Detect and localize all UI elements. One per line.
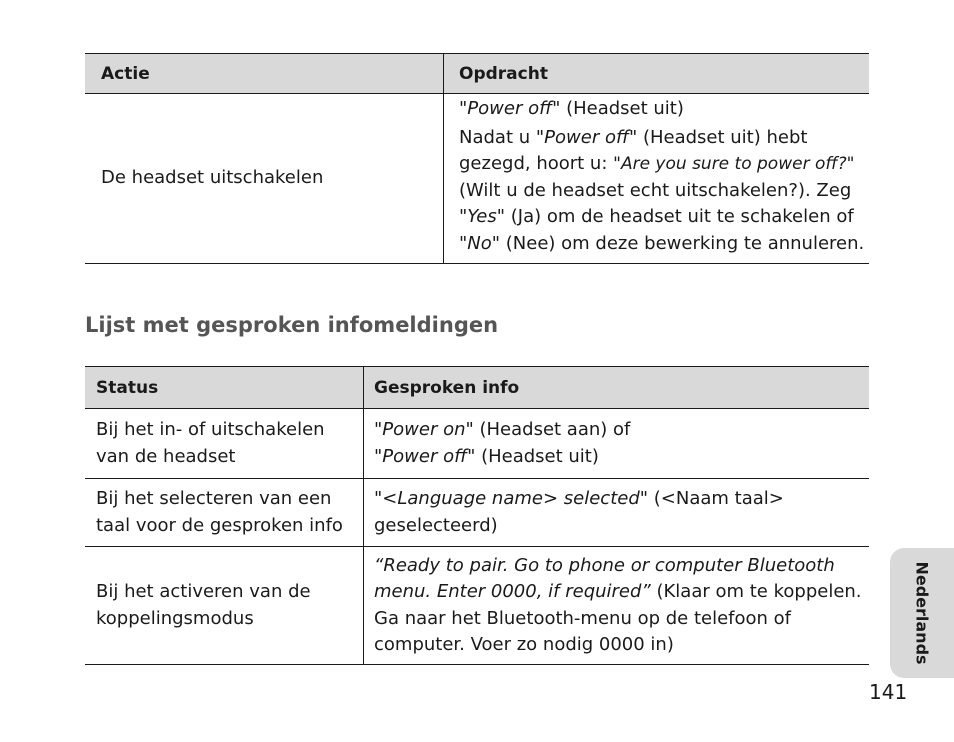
language-tab bbox=[890, 548, 954, 678]
voice-command: "Power off" bbox=[535, 126, 638, 148]
action-cell: De headset uitschakelen bbox=[85, 94, 444, 264]
prompt-translation: (<Naam taal> geselecteerd) bbox=[374, 488, 784, 536]
status-cell: Bij het in- of uitschakelen van de headset bbox=[85, 409, 364, 479]
command-line bbox=[459, 96, 865, 123]
voice-info-line bbox=[374, 444, 869, 471]
status-cell: Bij het activeren van de koppelingsmodus bbox=[85, 547, 364, 665]
voice-info-cell bbox=[364, 409, 870, 479]
text-fragment: Nadat u bbox=[459, 126, 536, 148]
language-tab-label: Nederlands bbox=[912, 561, 932, 665]
status-cell: Bij het selecteren van een taal voor de gesproken info bbox=[85, 479, 364, 547]
text-fragment: (Headset uit) hebt gezegd, hoort u: bbox=[459, 126, 808, 174]
voice-prompt: "<Language name> selected" bbox=[374, 488, 649, 509]
column-header-status: Status bbox=[85, 367, 364, 409]
text-fragment: (Ja) om de headset uit te schakelen of bbox=[505, 206, 854, 227]
table-header-row bbox=[85, 367, 869, 409]
table-row bbox=[85, 409, 869, 479]
column-header-voice-info: Gesproken info bbox=[364, 367, 870, 409]
prompt-translation: (Klaar om te koppelen. Ga naar het Bluetooth-menu op de telefoon of computer. Voer zo nodig 0000 in) bbox=[374, 581, 862, 655]
text-fragment: (Wilt u de headset echt uitschakelen?). Zeg bbox=[459, 179, 852, 201]
command-table bbox=[85, 53, 869, 264]
column-header-command: Opdracht bbox=[444, 54, 870, 94]
voice-command: "Yes" bbox=[459, 206, 506, 227]
voice-info-cell bbox=[364, 479, 870, 547]
voice-prompt: "Power on" bbox=[374, 419, 474, 440]
text-fragment: (Nee) om deze bewerking te annuleren. bbox=[500, 232, 865, 254]
section-title: Lijst met gesproken infomeldingen bbox=[85, 313, 499, 337]
table-row bbox=[85, 479, 869, 547]
voice-prompt: "Are you sure to power off?" bbox=[613, 154, 855, 174]
voice-info-table bbox=[85, 366, 869, 665]
command-translation: (Headset uit) bbox=[560, 98, 684, 119]
command-description bbox=[459, 125, 865, 258]
voice-prompt: “Ready to pair. Go to phone or computer Bluetooth menu. Enter 0000, if required” bbox=[374, 554, 835, 602]
voice-info-line bbox=[374, 417, 869, 444]
voice-command: "No" bbox=[459, 232, 501, 254]
page-number: 141 bbox=[869, 680, 908, 704]
table-row bbox=[85, 547, 869, 665]
voice-prompt: "Power off" bbox=[374, 445, 476, 467]
voice-info-cell bbox=[364, 547, 870, 665]
column-header-action: Actie bbox=[85, 54, 444, 94]
prompt-translation: (Headset aan) of bbox=[473, 419, 631, 440]
table-header-row bbox=[85, 54, 869, 94]
table-row bbox=[85, 94, 869, 264]
prompt-translation: (Headset uit) bbox=[475, 445, 599, 467]
voice-command: "Power off" bbox=[459, 98, 561, 119]
command-cell bbox=[444, 94, 870, 264]
